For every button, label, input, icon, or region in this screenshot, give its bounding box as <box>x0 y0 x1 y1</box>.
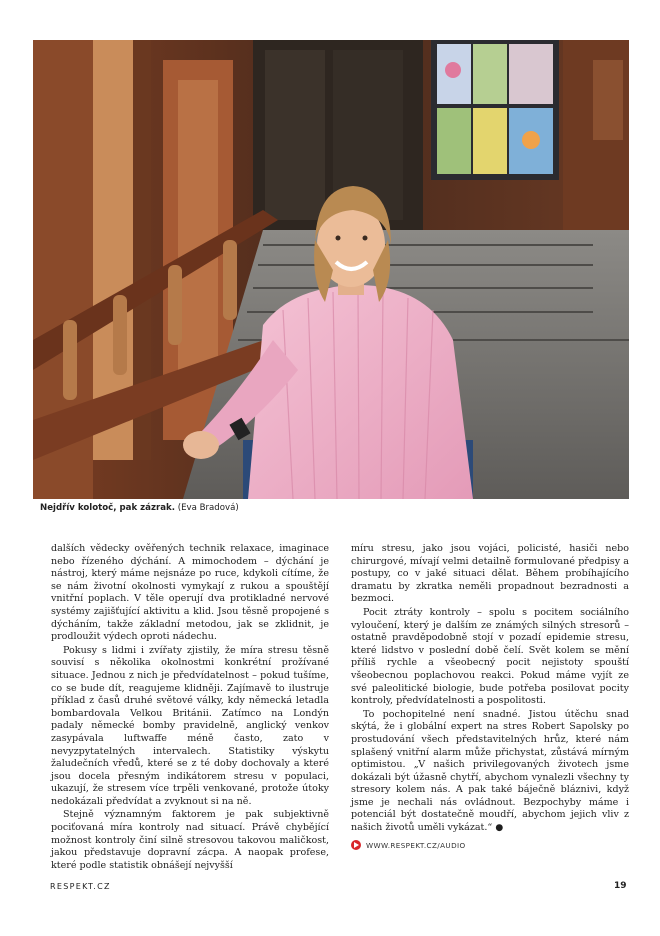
audio-link-label: WWW.RESPEKT.CZ/AUDIO <box>366 840 466 850</box>
article-paragraph: Pocit ztráty kontroly – spolu s pocitem sociálního vyloučení, který je dalším ze známých silných stresorů – ostatně pravděpodobně stojí v pozadí epidemie stresu, které lidstvo v poslední době čelí. Svět kolem se mění příliš rychle a všeobecný pocit nejistoty spouští všeobecnou poplachovou reakci. Pokud máme vyjít ze své paleolitické biologie, bude potřeba posilovat pocity kontroly, předvídatelnosti a pospolitosti. <box>351 606 629 707</box>
article-paragraph-text: To pochopitelné není snadné. Jistou útěchu snad skýtá, že i globální expert na stres Robert Sapolsky po prostudování všech představitelných hrůz, které nám splašený vnitřní alarm může přichystat, zůstává mírným optimistou. „V našich privilegovaných životech jsme dokázali být úžasně chytří, abychom vynalezli všechny ty stresory kolem nás. A pak také báječně bláznivi, když jsme je nechali nás ovládnout. Bezpochyby máme i potenciál být dostatečně moudří, abychom jejich vliv z našich životů uměli vykázat.“ <box>351 708 629 834</box>
photo-caption <box>40 503 630 513</box>
caption-title: Nejdřív kolotoč, pak zázrak. <box>40 503 175 513</box>
article-paragraph-final <box>351 709 629 835</box>
audio-link[interactable] <box>351 840 466 850</box>
article-paragraph: míru stresu, jako jsou vojáci, policisté, hasiči nebo chirurgové, mívají velmi detailně formulované předpisy a postupy, co v jaké situaci dělat. Během probíhajícího dramatu by zkratka neměli propadnout bezradnosti a bezmoci. <box>351 543 629 605</box>
article-photo <box>33 40 629 499</box>
audio-play-icon <box>351 840 361 850</box>
caption-credit: (Eva Bradová) <box>177 503 239 513</box>
footer-publication: RESPEKT.CZ <box>50 882 111 891</box>
photo-illustration <box>33 40 629 499</box>
article-paragraph: Pokusy s lidmi i zvířaty zjistily, že míra stresu těsně souvisí s několika okolnostmi konkrétní prožívané situace. Jednou z nich je předvídatelnost – pokud tušíme, co se bude dít, reagujeme klidněji. Zajímavě to ilustruje příklad z časů druhé světové války, kdy německá letadla bombardovala Velkou Británii. Zatímco na Londýn padaly německé bomby pravidelně, anglický venkov zasypávala luftwaffe méně často, zato v nevyzpytatelných intervalech. Statistiky výskytu žaludečních vředů, které se z té doby dochovaly a které jsou docela přesným indikátorem stresu v populaci, ukazují, že stresem více trpěli venkované, protože útoky nedokázali předvídat a zvyknout si na ně. <box>51 644 329 807</box>
article-paragraph: Stejně významným faktorem je pak subjektivně pociťovaná míra kontroly nad situací. Právě chybějící možnost kontroly činí silně stresovou takovou maličkost, jakou představuje dopravní zácpa. A naopak profese, které podle statistik obnášejí nejvyšší <box>51 809 329 871</box>
article-paragraph: dalších vědecky ověřených technik relaxace, imaginace nebo řízeného dýchání. A mimochodem – dýchání je nástroj, který máme nejsnáze po ruce, kdykoli cítíme, že se nám životní okolnosti vymykají z rukou a spouštějí vnitřní poplach. V těle operují dva protikladné nervové systémy zajišťující aktivitu a klid. Jsou těsně propojené s dýcháním, takže základní metodou, jak se zklidnit, je prodloužit výdech oproti nádechu. <box>51 543 329 643</box>
end-mark: ● <box>495 823 504 834</box>
article-column-right <box>351 543 629 835</box>
page-number: 19 <box>614 881 627 891</box>
article-column-left <box>51 543 329 872</box>
